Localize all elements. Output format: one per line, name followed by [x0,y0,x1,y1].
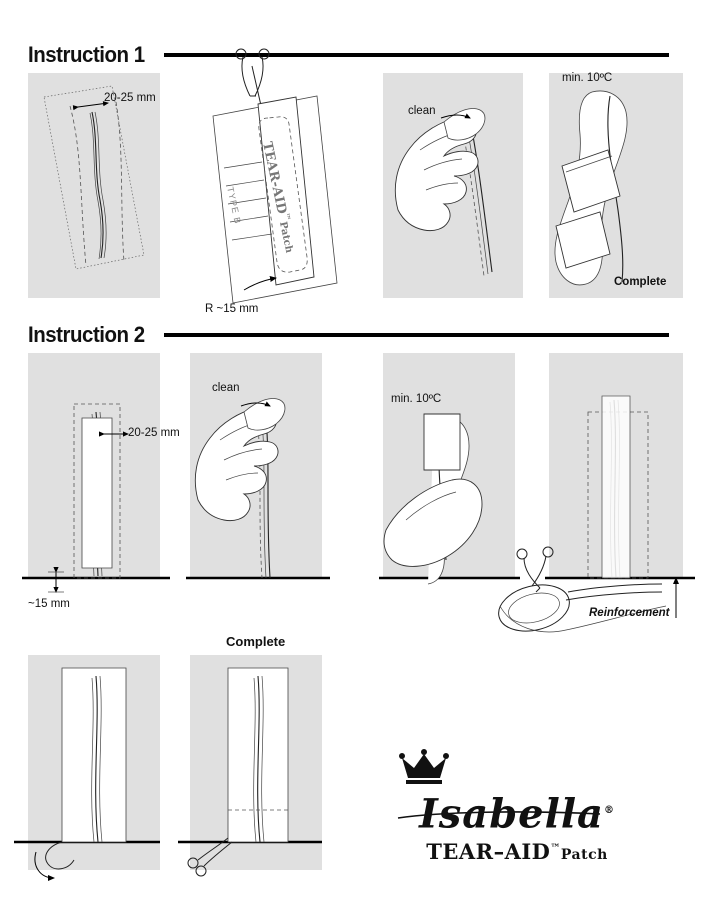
i1-step3-drawing [395,109,492,277]
patch-brand-text: TEAR-AID™Patch [259,140,295,254]
patch-type-text: TYPE B [225,186,243,226]
label-i2-edge-gap: ~15 mm [28,598,70,610]
label-i2-temperature: min. 10ºC [391,393,442,405]
label-i2-reinforcement: Reinforcement [589,607,670,619]
section-title: Instruction 1 [28,42,145,67]
i2-step4-drawing [545,396,695,618]
i2-step3-drawing [379,414,520,584]
brand-logo [392,752,642,865]
i2-step6-drawing [178,668,322,876]
label-i1-clean: clean [408,105,436,117]
i1-step1-drawing [44,86,144,269]
label-i1-radius: R ~15 mm [205,303,259,315]
label-i2-measure: 20-25 mm [128,427,180,439]
label-i1-temperature: min. 10ºC [562,72,613,84]
logo-script-name: Isabella® [419,790,615,838]
label-i2-complete: Complete [226,634,286,649]
i2-tape-roll-drawing [494,547,666,638]
logo-product: TEAR–AID™Patch [426,839,608,865]
i2-step5-drawing [14,668,160,878]
i1-step4-drawing [555,91,627,285]
section-title: Instruction 2 [28,322,145,347]
label-i1-measure: 20-25 mm [104,92,156,104]
label-i2-clean: clean [212,382,240,394]
i2-step2-drawing [186,399,330,579]
label-i1-complete: Complete [614,276,667,288]
